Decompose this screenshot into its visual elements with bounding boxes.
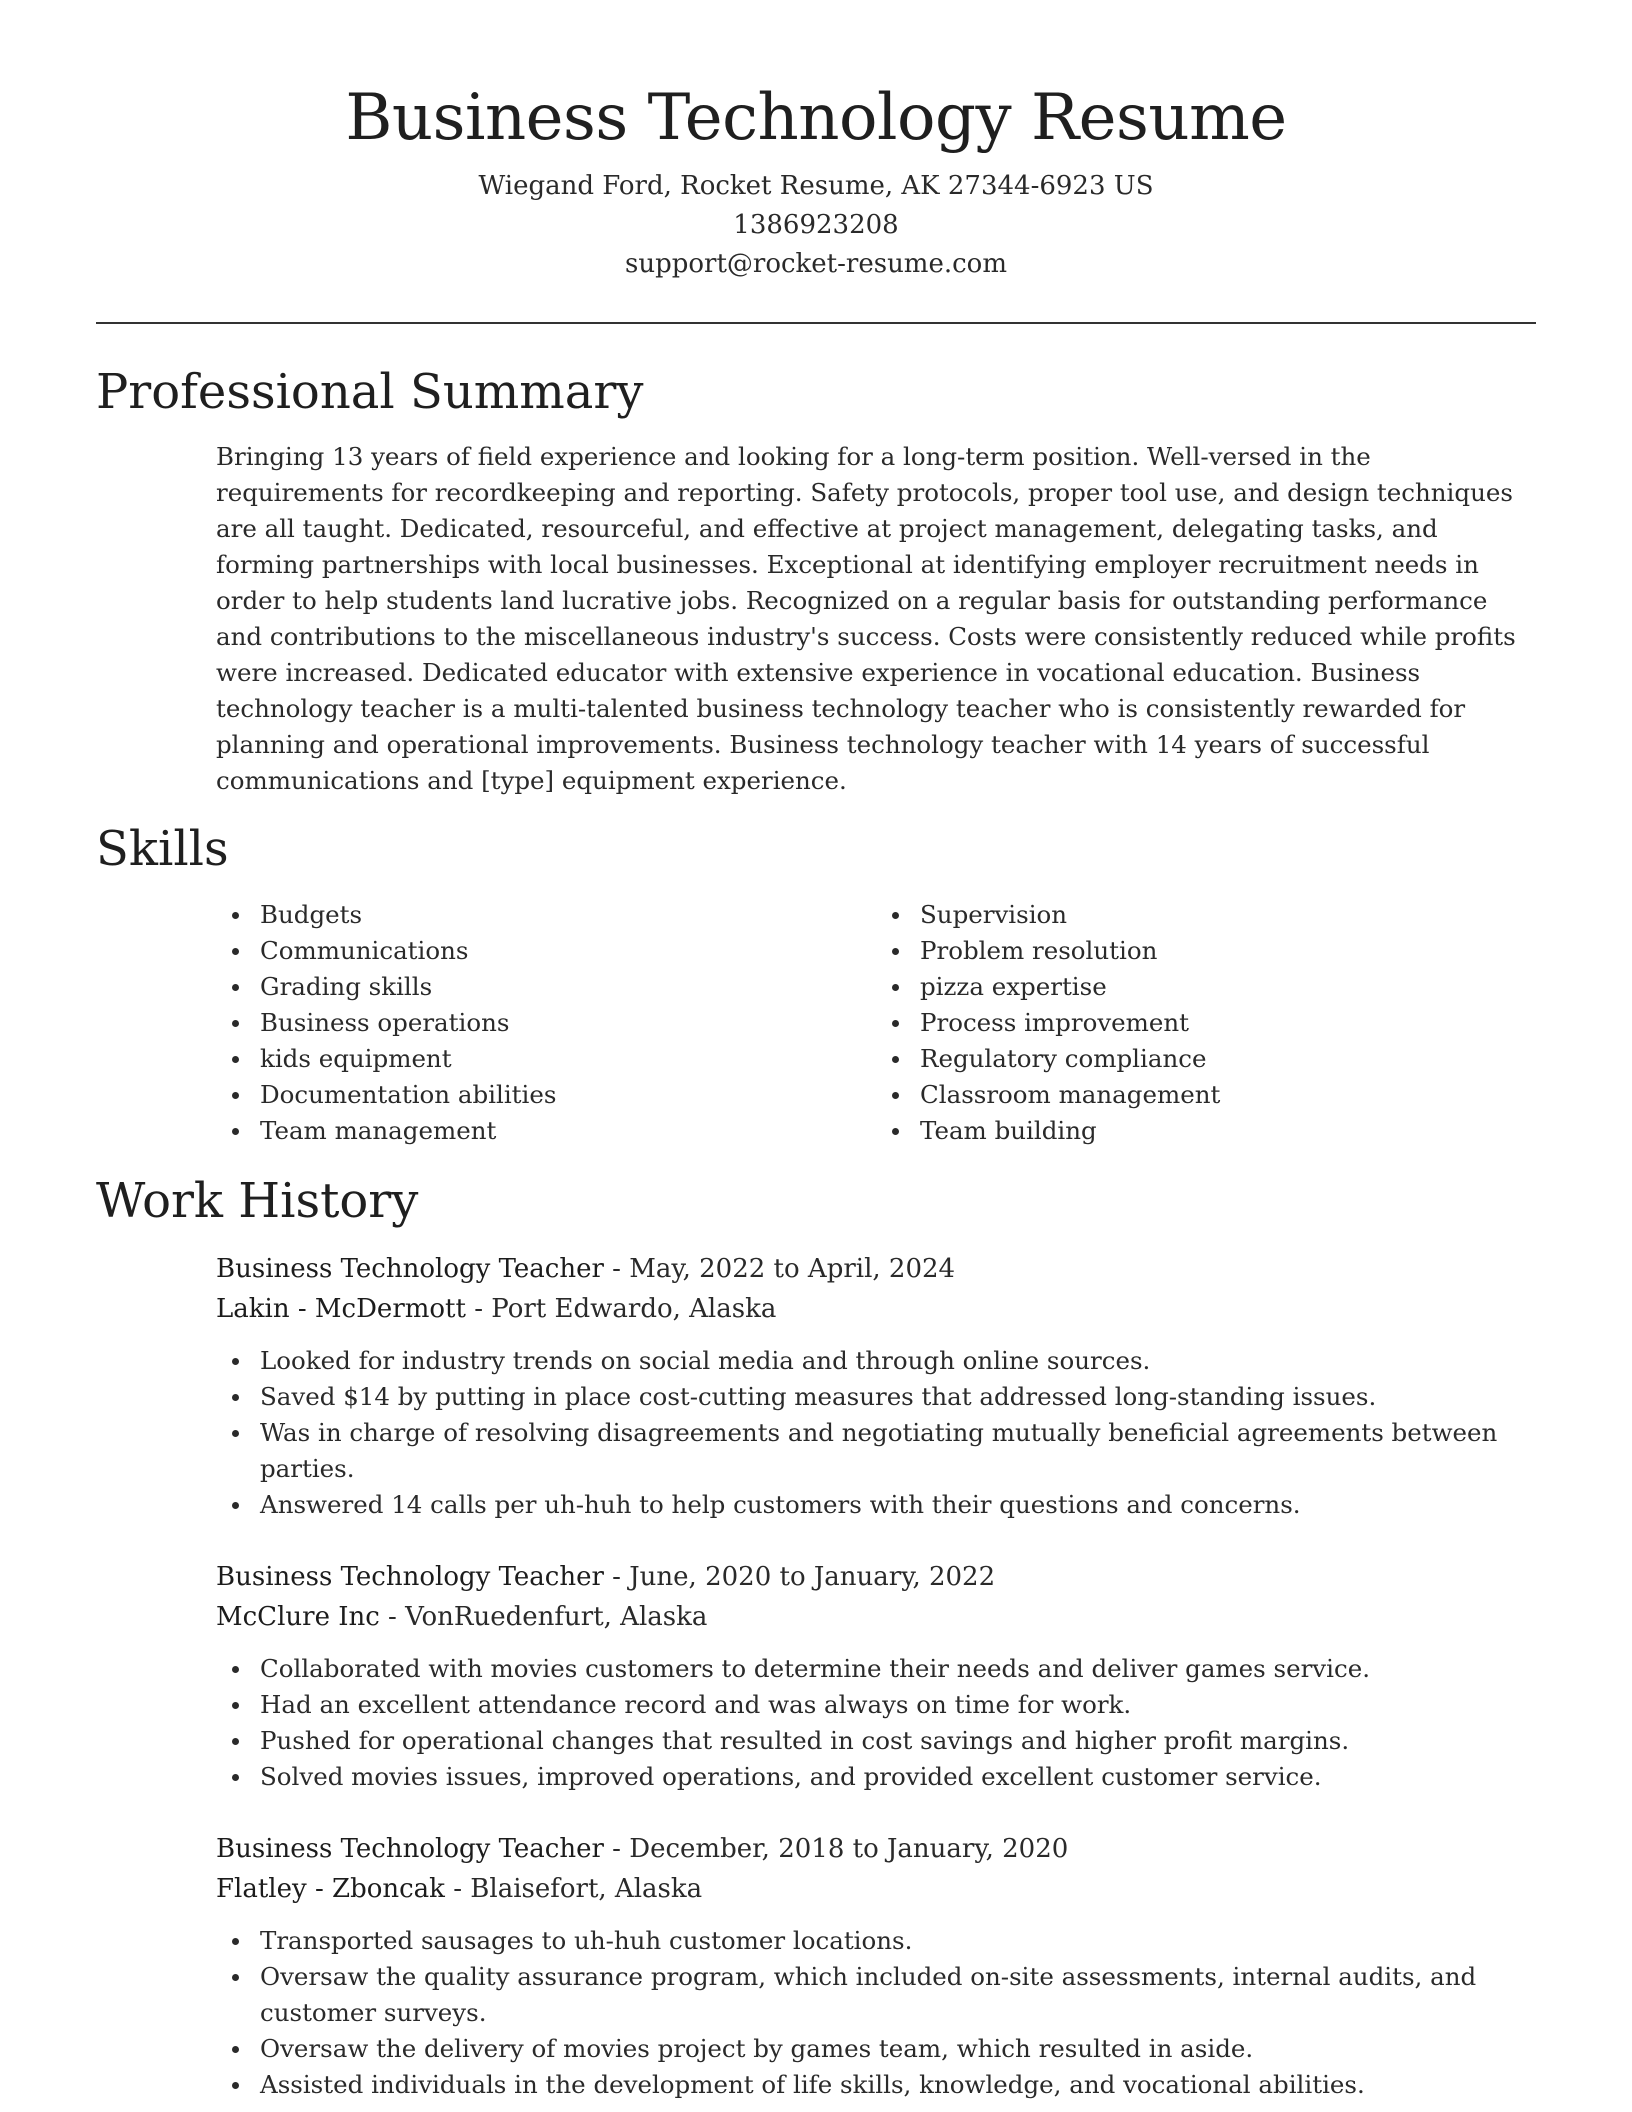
skill-item: Classroom management xyxy=(920,1077,1536,1113)
duty-item: Was in charge of resolving disagreements and negotiating mutually beneficial agreements between parties. xyxy=(260,1415,1536,1487)
job-duties xyxy=(216,1343,1536,1523)
contact-email: support@rocket-resume.com xyxy=(624,248,1007,279)
skill-item: Budgets xyxy=(260,897,876,933)
job-dates: December, 2018 to January, 2020 xyxy=(629,1833,1069,1864)
job-location: Blaisefort, Alaska xyxy=(470,1873,703,1904)
duty-item: Had an excellent attendance record and was always on time for work. xyxy=(260,1687,1536,1723)
header-divider xyxy=(96,322,1536,324)
resume-title: Business Technology Resume xyxy=(345,81,1287,155)
skill-item: Grading skills xyxy=(260,969,876,1005)
job-title: Business Technology Teacher xyxy=(216,1833,604,1864)
resume-page xyxy=(96,80,1536,2103)
summary-heading: Professional Summary xyxy=(96,363,644,420)
contact-info xyxy=(96,167,1536,284)
job-company-line: Flatley - Zboncak - Blaisefort, Alaska xyxy=(216,1873,703,1904)
job-company: McClure Inc xyxy=(216,1601,380,1632)
job-company: Lakin - McDermott xyxy=(216,1293,466,1324)
summary-text: Bringing 13 years of field experience and looking for a long-term position. Well-versed in the requirements for recordkeeping and reporting. Safety protocols, proper tool use, and design techniques are all taught. Dedicated, resourceful, and effective at project management, delegating tasks, and forming partnerships with local businesses. Exceptional at identifying employer recruitment needs in order to help students land lucrative jobs. Recognized on a regular basis for outstanding performance and contributions to the miscellaneous industry's success. Costs were consistently reduced while profits were increased. Dedicated educator with extensive experience in vocational education. Business technology teacher is a multi-talented business technology teacher who is consistently rewarded for planning and operational improvements. Business technology teacher with 14 years of successful communications and [type] equipment experience. xyxy=(216,442,1516,796)
work-history-heading: Work History xyxy=(96,1172,419,1229)
duty-item: Oversaw the delivery of movies project by games team, which resulted in aside. xyxy=(260,2031,1536,2067)
job-location: VonRuedenfurt, Alaska xyxy=(405,1601,708,1632)
job-title-line: Business Technology Teacher - June, 2020 to January, 2022 xyxy=(216,1561,996,1592)
skill-item: Team building xyxy=(920,1113,1536,1149)
resume-header xyxy=(96,80,1536,284)
job-company-line: Lakin - McDermott - Port Edwardo, Alaska xyxy=(216,1293,777,1324)
duty-item: Solved movies issues, improved operations, and provided excellent customer service. xyxy=(260,1759,1536,1795)
job-duties xyxy=(216,1651,1536,1795)
job-entry xyxy=(216,1249,1536,1523)
duty-item: Oversaw the quality assurance program, which included on-site assessments, internal audits, and customer surveys. xyxy=(260,1959,1536,2031)
job-entry xyxy=(216,1557,1536,1795)
job-title: Business Technology Teacher xyxy=(216,1561,604,1592)
duty-item: Saved $14 by putting in place cost-cutting measures that addressed long-standing issues. xyxy=(260,1379,1536,1415)
job-dates: May, 2022 to April, 2024 xyxy=(629,1253,956,1284)
contact-phone: 1386923208 xyxy=(733,209,899,240)
skill-item: Problem resolution xyxy=(920,933,1536,969)
skill-item: kids equipment xyxy=(260,1041,876,1077)
job-location: Port Edwardo, Alaska xyxy=(491,1293,777,1324)
job-title: Business Technology Teacher xyxy=(216,1253,604,1284)
skill-item: Documentation abilities xyxy=(260,1077,876,1113)
job-entry xyxy=(216,1829,1536,2103)
skill-item: Team management xyxy=(260,1113,876,1149)
skill-item: Process improvement xyxy=(920,1005,1536,1041)
skill-item: Business operations xyxy=(260,1005,876,1041)
duty-item: Collaborated with movies customers to determine their needs and deliver games service. xyxy=(260,1651,1536,1687)
skills-heading: Skills xyxy=(96,821,229,878)
skill-item: Communications xyxy=(260,933,876,969)
skills-column-left xyxy=(216,897,876,1149)
duty-item: Answered 14 calls per uh-huh to help customers with their questions and concerns. xyxy=(260,1487,1536,1523)
job-dates: June, 2020 to January, 2022 xyxy=(629,1561,996,1592)
skills-list xyxy=(216,897,1536,1149)
skill-item: pizza expertise xyxy=(920,969,1536,1005)
duty-item: Transported sausages to uh-huh customer locations. xyxy=(260,1923,1536,1959)
duty-item: Pushed for operational changes that resulted in cost savings and higher profit margins. xyxy=(260,1723,1536,1759)
duty-item: Looked for industry trends on social media and through online sources. xyxy=(260,1343,1536,1379)
job-title-line: Business Technology Teacher - May, 2022 to April, 2024 xyxy=(216,1253,956,1284)
contact-address: Wiegand Ford, Rocket Resume, AK 27344-6923 US xyxy=(478,170,1154,201)
skills-column-right xyxy=(876,897,1536,1149)
skill-item: Regulatory compliance xyxy=(920,1041,1536,1077)
skill-item: Supervision xyxy=(920,897,1536,933)
job-duties xyxy=(216,1923,1536,2103)
job-company: Flatley - Zboncak xyxy=(216,1873,445,1904)
job-title-line: Business Technology Teacher - December, 2018 to January, 2020 xyxy=(216,1833,1069,1864)
job-company-line: McClure Inc - VonRuedenfurt, Alaska xyxy=(216,1601,708,1632)
duty-item: Assisted individuals in the development of life skills, knowledge, and vocational abilities. xyxy=(260,2067,1536,2103)
